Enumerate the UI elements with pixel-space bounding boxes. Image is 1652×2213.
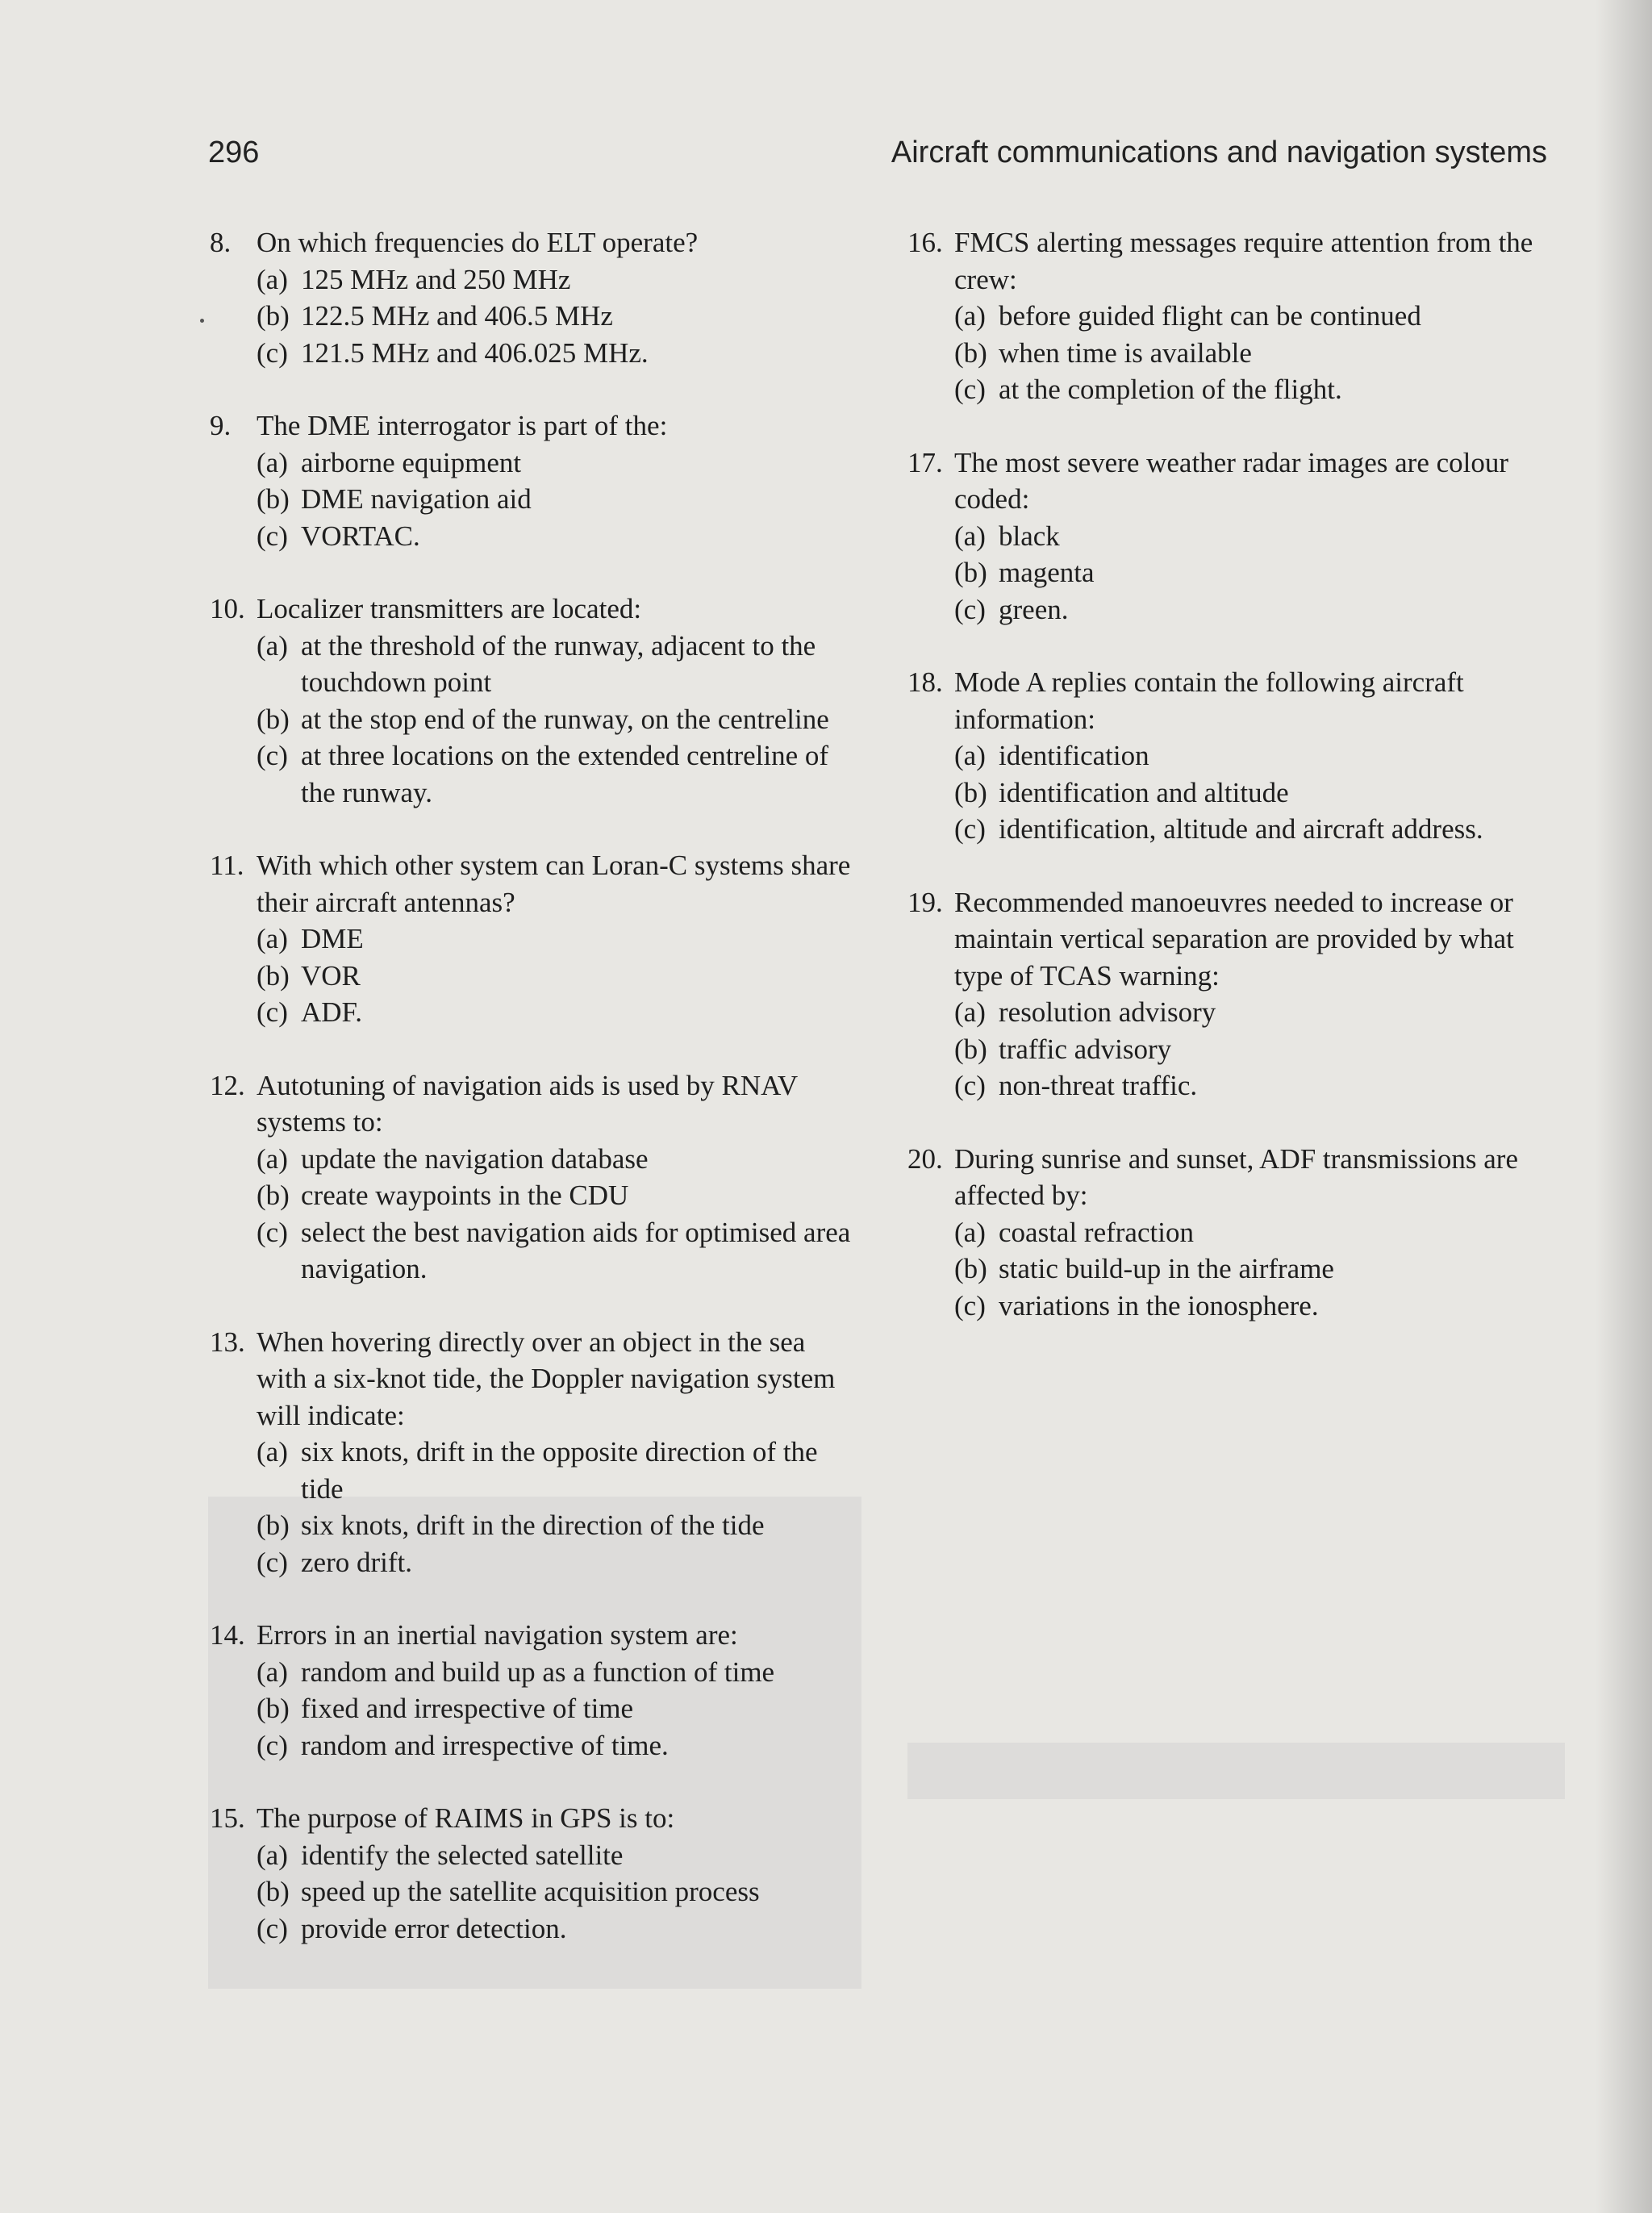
option-text: at three locations on the extended centreline of the runway. <box>301 740 829 808</box>
option-label: (a) <box>257 1142 288 1175</box>
option-label: (c) <box>954 813 986 845</box>
option-label: (a) <box>257 629 288 662</box>
question-item <box>907 664 1569 848</box>
option-label: (a) <box>954 1216 986 1248</box>
question-item <box>907 1141 1569 1325</box>
option-text: provide error detection. <box>301 1912 567 1944</box>
option-text: speed up the satellite acquisition process <box>301 1876 760 1907</box>
answer-option <box>257 445 855 482</box>
option-text: resolution advisory <box>999 996 1216 1028</box>
answer-option <box>954 298 1569 335</box>
answer-option <box>954 591 1569 628</box>
option-label: (b) <box>954 776 987 808</box>
question-number: 11. <box>210 850 244 881</box>
question-number: 9. <box>210 410 232 441</box>
question-item <box>210 224 855 371</box>
option-text: 125 MHz and 250 MHz <box>301 263 571 295</box>
question-item <box>907 445 1569 628</box>
answer-option <box>257 1141 855 1178</box>
question-stem: The DME interrogator is part of the: <box>257 410 668 441</box>
answer-option <box>257 298 855 335</box>
option-label: (c) <box>257 1912 288 1944</box>
question-item <box>907 224 1569 408</box>
question-stem: Mode A replies contain the following aircraft information: <box>954 666 1464 735</box>
question-number: 18. <box>907 666 943 698</box>
answer-option <box>954 1031 1569 1068</box>
option-text: non-threat traffic. <box>999 1070 1198 1101</box>
question-stem: FMCS alerting messages require attention from the crew: <box>954 227 1533 295</box>
option-label: (b) <box>257 1693 290 1724</box>
question-stem: The most severe weather radar images are colour coded: <box>954 446 1509 515</box>
option-text: six knots, drift in the opposite direction of the tide <box>301 1436 818 1505</box>
question-item <box>210 847 855 1031</box>
question-item <box>210 1800 855 1947</box>
question-stem: With which other system can Loran-C systems share their aircraft antennas? <box>257 850 851 918</box>
answer-option <box>257 628 855 701</box>
answer-option <box>954 554 1569 591</box>
answer-option <box>954 518 1569 555</box>
option-label: (c) <box>954 1289 986 1322</box>
answer-option <box>954 371 1569 408</box>
option-label: (c) <box>954 593 986 625</box>
option-text: create waypoints in the CDU <box>301 1180 629 1211</box>
answer-option <box>257 1507 855 1544</box>
option-label: (c) <box>257 1546 288 1578</box>
option-text: identify the selected satellite <box>301 1839 624 1871</box>
question-number: 8. <box>210 227 232 258</box>
option-text: VOR <box>301 959 361 992</box>
question-number: 19. <box>907 886 943 918</box>
option-label: (c) <box>257 1729 288 1761</box>
answer-option <box>257 1544 855 1581</box>
answer-option <box>257 1654 855 1691</box>
option-label: (c) <box>954 374 986 405</box>
question-stem: Autotuning of navigation aids is used by RNAV systems to: <box>257 1069 798 1138</box>
option-text: fixed and irrespective of time <box>301 1693 634 1724</box>
option-text: variations in the ionosphere. <box>999 1289 1319 1322</box>
answer-option <box>257 1434 855 1507</box>
answer-option <box>257 1727 855 1764</box>
answer-option <box>257 335 855 372</box>
option-label: (b) <box>257 1180 290 1211</box>
option-label: (a) <box>257 1656 288 1688</box>
option-text: black <box>999 520 1060 552</box>
answer-option <box>257 481 855 518</box>
option-text: 121.5 MHz and 406.025 MHz. <box>301 336 649 369</box>
option-text: identification, altitude and aircraft address. <box>999 813 1483 845</box>
option-label: (b) <box>257 1876 290 1907</box>
left-column <box>210 224 855 1983</box>
option-text: coastal refraction <box>999 1216 1194 1248</box>
question-number: 15. <box>210 1802 245 1834</box>
question-stem: Localizer transmitters are located: <box>257 593 642 624</box>
option-label: (b) <box>257 300 290 332</box>
page-number: 296 <box>208 136 260 169</box>
option-text: identification <box>999 740 1149 771</box>
question-stem: When hovering directly over an object in the sea with a six-knot tide, the Doppler navigation system will indicate: <box>257 1326 836 1431</box>
option-label: (a) <box>257 1839 288 1871</box>
option-text: six knots, drift in the direction of the tide <box>301 1509 765 1541</box>
option-text: when time is available <box>999 336 1252 369</box>
option-text: at the completion of the flight. <box>999 374 1342 405</box>
answer-option <box>257 994 855 1031</box>
option-label: (c) <box>257 336 288 369</box>
option-label: (a) <box>257 446 288 478</box>
option-text: airborne equipment <box>301 446 522 478</box>
option-text: zero drift. <box>301 1546 412 1578</box>
question-stem: The purpose of RAIMS in GPS is to: <box>257 1802 675 1834</box>
option-label: (c) <box>257 740 288 771</box>
question-item <box>210 1067 855 1288</box>
question-number: 12. <box>210 1069 245 1101</box>
question-stem: During sunrise and sunset, ADF transmissions are affected by: <box>954 1142 1518 1211</box>
question-number: 17. <box>907 446 943 478</box>
question-item <box>210 1324 855 1581</box>
option-label: (c) <box>257 520 288 552</box>
answer-option <box>257 921 855 958</box>
option-text: before guided flight can be continued <box>999 300 1421 332</box>
answer-option <box>954 811 1569 848</box>
answer-option <box>257 1177 855 1214</box>
option-text: DME navigation aid <box>301 483 532 515</box>
option-text: DME <box>301 923 364 954</box>
question-number: 13. <box>210 1326 245 1358</box>
option-text: green. <box>999 593 1069 625</box>
question-item <box>210 407 855 554</box>
option-text: random and build up as a function of time <box>301 1656 775 1688</box>
answer-option <box>954 737 1569 775</box>
answer-option <box>257 1910 855 1948</box>
question-number: 20. <box>907 1142 943 1175</box>
option-label: (b) <box>257 703 290 735</box>
answer-option <box>954 994 1569 1031</box>
option-label: (b) <box>257 483 290 515</box>
answer-option <box>257 737 855 811</box>
option-label: (c) <box>257 1216 288 1248</box>
answer-option <box>257 1690 855 1727</box>
question-item <box>210 591 855 811</box>
option-text: VORTAC. <box>301 520 420 552</box>
option-label: (a) <box>954 520 986 552</box>
answer-option <box>257 958 855 995</box>
answer-option <box>257 1873 855 1910</box>
option-label: (b) <box>954 557 987 588</box>
question-number: 16. <box>907 227 943 258</box>
answer-option <box>257 518 855 555</box>
option-label: (b) <box>257 1509 290 1541</box>
answer-option <box>257 1837 855 1874</box>
question-stem: On which frequencies do ELT operate? <box>257 227 699 258</box>
stray-mark <box>200 319 204 323</box>
option-text: identification and altitude <box>999 776 1289 808</box>
question-stem: Recommended manoeuvres needed to increase or maintain vertical separation are provided by what type of TCAS warning: <box>954 886 1514 992</box>
option-label: (b) <box>954 336 987 369</box>
answer-option <box>954 335 1569 372</box>
option-text: static build-up in the airframe <box>999 1253 1334 1284</box>
option-label: (b) <box>954 1033 987 1065</box>
option-label: (a) <box>954 300 986 332</box>
answer-option <box>257 1214 855 1288</box>
question-item <box>210 1617 855 1764</box>
page-edge-shadow <box>1596 0 1652 2213</box>
right-column <box>907 224 1569 1360</box>
option-label: (c) <box>954 1070 986 1101</box>
option-label: (b) <box>954 1253 987 1284</box>
answer-option <box>954 1067 1569 1104</box>
question-number: 10. <box>210 593 245 624</box>
option-text: 122.5 MHz and 406.5 MHz <box>301 300 613 332</box>
option-text: magenta <box>999 557 1095 588</box>
question-number: 14. <box>210 1619 245 1651</box>
option-label: (a) <box>257 263 288 295</box>
option-label: (c) <box>257 996 288 1028</box>
option-text: select the best navigation aids for optimised area navigation. <box>301 1216 851 1284</box>
option-text: at the stop end of the runway, on the centreline <box>301 703 829 735</box>
running-header-title: Aircraft communications and navigation systems <box>891 136 1547 169</box>
option-text: update the navigation database <box>301 1142 649 1175</box>
option-label: (a) <box>954 740 986 771</box>
option-text: ADF. <box>301 996 362 1028</box>
answer-option <box>954 1251 1569 1288</box>
answer-option <box>257 261 855 299</box>
answer-option <box>954 1288 1569 1325</box>
answer-option <box>257 701 855 738</box>
question-stem: Errors in an inertial navigation system are: <box>257 1619 738 1651</box>
option-text: traffic advisory <box>999 1033 1172 1065</box>
option-text: random and irrespective of time. <box>301 1729 669 1761</box>
option-label: (a) <box>257 923 288 954</box>
option-label: (a) <box>954 996 986 1028</box>
option-label: (b) <box>257 959 290 992</box>
answer-option <box>954 775 1569 812</box>
option-text: at the threshold of the runway, adjacent to the touchdown point <box>301 629 816 698</box>
option-label: (a) <box>257 1436 288 1468</box>
show-through-shading-right <box>907 1743 1565 1799</box>
answer-option <box>954 1214 1569 1251</box>
question-item <box>907 884 1569 1104</box>
